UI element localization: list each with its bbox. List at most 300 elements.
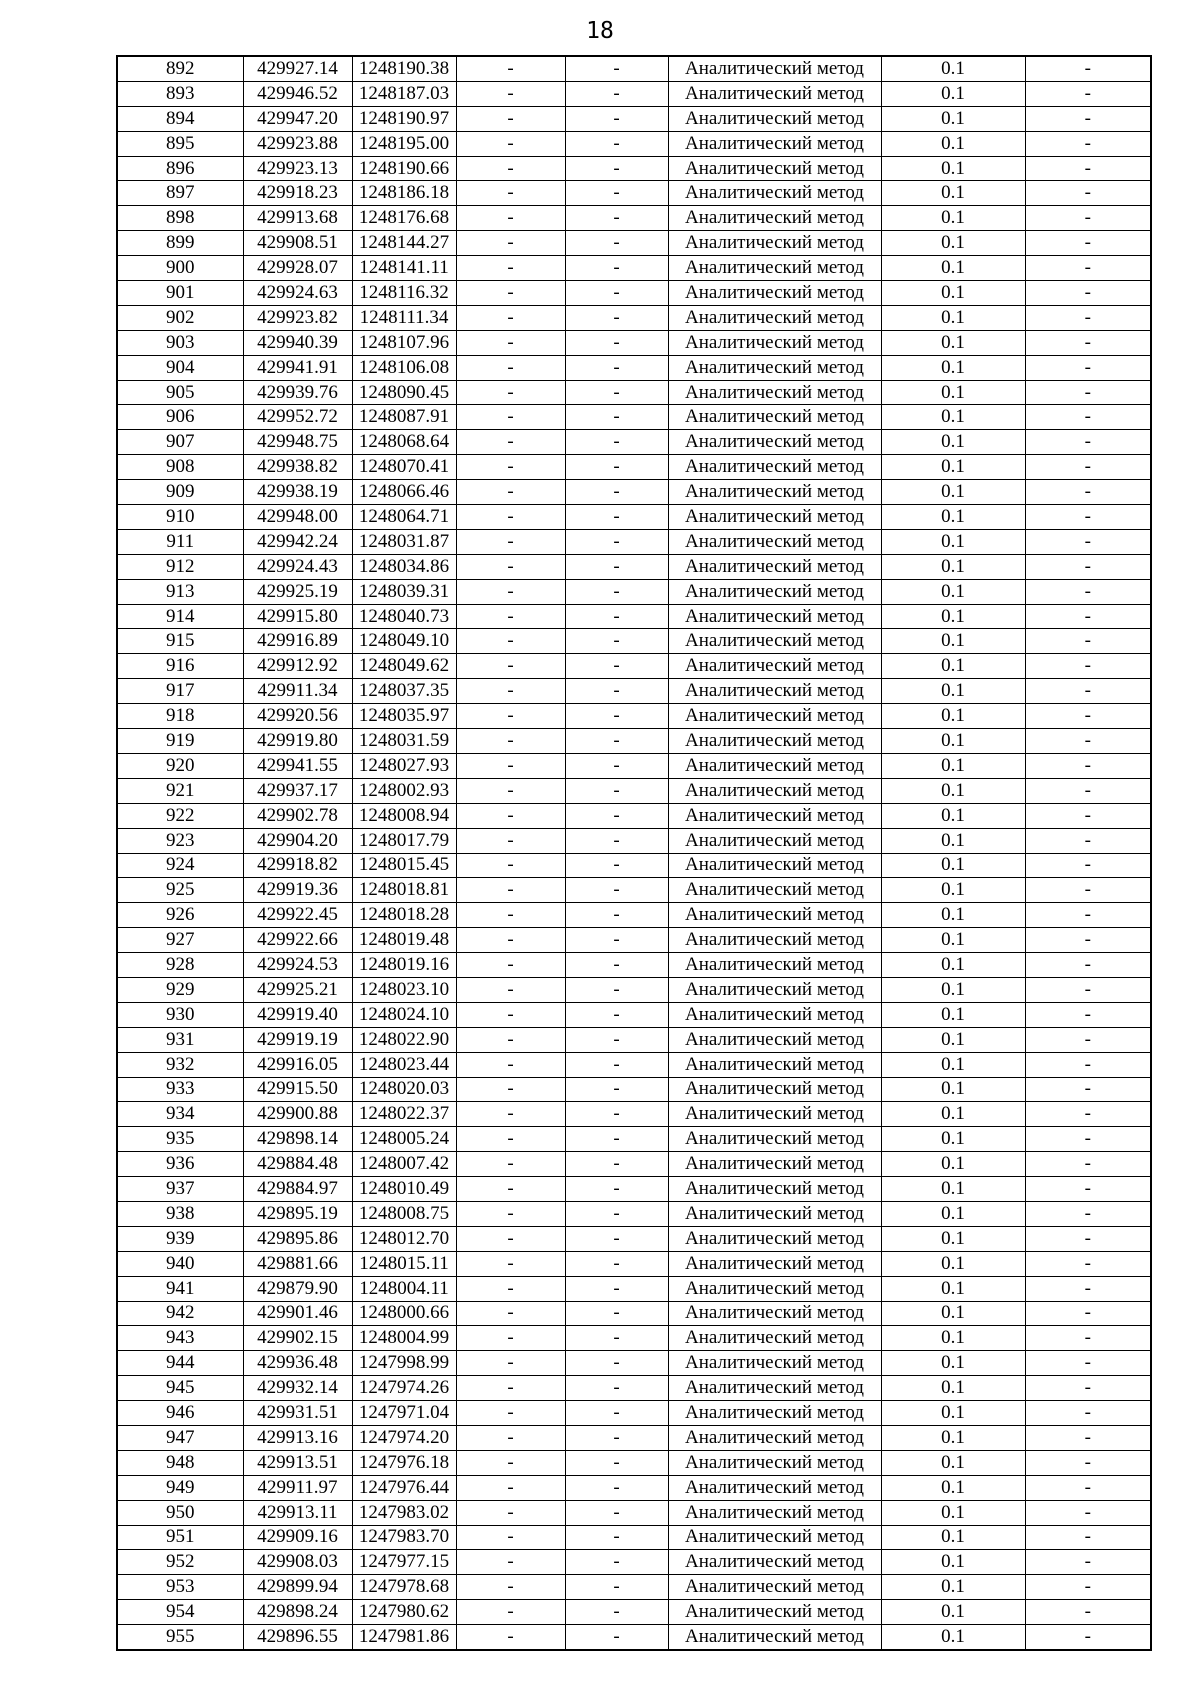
x-coordinate-cell: 429924.63 (243, 281, 352, 306)
empty-cell-2: - (565, 1102, 668, 1127)
table-row (117, 1600, 1151, 1625)
x-coordinate-cell: 429936.48 (243, 1351, 352, 1376)
empty-cell-3: - (1025, 828, 1151, 853)
empty-cell-1: - (456, 1276, 565, 1301)
y-coordinate-cell: 1248070.41 (352, 455, 456, 480)
table-row (117, 106, 1151, 131)
empty-cell-2: - (565, 355, 668, 380)
method-cell: Аналитический метод (668, 131, 881, 156)
empty-cell-3: - (1025, 1550, 1151, 1575)
x-coordinate-cell: 429911.34 (243, 679, 352, 704)
accuracy-cell: 0.1 (881, 853, 1025, 878)
method-cell: Аналитический метод (668, 106, 881, 131)
point-number-cell: 911 (117, 529, 243, 554)
accuracy-cell: 0.1 (881, 828, 1025, 853)
empty-cell-3: - (1025, 654, 1151, 679)
method-cell: Аналитический метод (668, 430, 881, 455)
empty-cell-1: - (456, 281, 565, 306)
empty-cell-1: - (456, 1152, 565, 1177)
empty-cell-2: - (565, 1376, 668, 1401)
accuracy-cell: 0.1 (881, 778, 1025, 803)
y-coordinate-cell: 1248004.99 (352, 1326, 456, 1351)
empty-cell-3: - (1025, 629, 1151, 654)
method-cell: Аналитический метод (668, 1475, 881, 1500)
accuracy-cell: 0.1 (881, 1500, 1025, 1525)
table-row (117, 903, 1151, 928)
empty-cell-3: - (1025, 81, 1151, 106)
y-coordinate-cell: 1248040.73 (352, 604, 456, 629)
method-cell: Аналитический метод (668, 729, 881, 754)
empty-cell-2: - (565, 729, 668, 754)
empty-cell-2: - (565, 81, 668, 106)
empty-cell-2: - (565, 1077, 668, 1102)
y-coordinate-cell: 1248141.11 (352, 256, 456, 281)
empty-cell-2: - (565, 878, 668, 903)
y-coordinate-cell: 1248064.71 (352, 505, 456, 530)
y-coordinate-cell: 1248176.68 (352, 206, 456, 231)
empty-cell-3: - (1025, 554, 1151, 579)
empty-cell-1: - (456, 1077, 565, 1102)
point-number-cell: 939 (117, 1226, 243, 1251)
empty-cell-1: - (456, 1500, 565, 1525)
point-number-cell: 913 (117, 579, 243, 604)
point-number-cell: 953 (117, 1575, 243, 1600)
table-row (117, 629, 1151, 654)
x-coordinate-cell: 429919.36 (243, 878, 352, 903)
empty-cell-3: - (1025, 1600, 1151, 1625)
accuracy-cell: 0.1 (881, 953, 1025, 978)
empty-cell-1: - (456, 778, 565, 803)
x-coordinate-cell: 429915.80 (243, 604, 352, 629)
point-number-cell: 955 (117, 1625, 243, 1650)
empty-cell-3: - (1025, 156, 1151, 181)
table-row (117, 953, 1151, 978)
table-row (117, 330, 1151, 355)
method-cell: Аналитический метод (668, 1301, 881, 1326)
x-coordinate-cell: 429916.05 (243, 1052, 352, 1077)
empty-cell-3: - (1025, 1401, 1151, 1426)
method-cell: Аналитический метод (668, 1575, 881, 1600)
empty-cell-2: - (565, 1500, 668, 1525)
empty-cell-3: - (1025, 977, 1151, 1002)
accuracy-cell: 0.1 (881, 679, 1025, 704)
x-coordinate-cell: 429912.92 (243, 654, 352, 679)
table-row (117, 305, 1151, 330)
empty-cell-2: - (565, 1127, 668, 1152)
table-row (117, 729, 1151, 754)
point-number-cell: 920 (117, 753, 243, 778)
empty-cell-3: - (1025, 903, 1151, 928)
point-number-cell: 912 (117, 554, 243, 579)
accuracy-cell: 0.1 (881, 1226, 1025, 1251)
empty-cell-3: - (1025, 1450, 1151, 1475)
empty-cell-1: - (456, 928, 565, 953)
table-row (117, 206, 1151, 231)
empty-cell-3: - (1025, 430, 1151, 455)
method-cell: Аналитический метод (668, 1351, 881, 1376)
method-cell: Аналитический метод (668, 1276, 881, 1301)
table-row (117, 679, 1151, 704)
x-coordinate-cell: 429908.51 (243, 231, 352, 256)
method-cell: Аналитический метод (668, 1550, 881, 1575)
empty-cell-2: - (565, 1401, 668, 1426)
empty-cell-1: - (456, 1425, 565, 1450)
empty-cell-2: - (565, 977, 668, 1002)
empty-cell-3: - (1025, 853, 1151, 878)
empty-cell-3: - (1025, 231, 1151, 256)
y-coordinate-cell: 1248031.87 (352, 529, 456, 554)
empty-cell-2: - (565, 1027, 668, 1052)
empty-cell-1: - (456, 131, 565, 156)
x-coordinate-cell: 429899.94 (243, 1575, 352, 1600)
table-row (117, 131, 1151, 156)
point-number-cell: 928 (117, 953, 243, 978)
method-cell: Аналитический метод (668, 878, 881, 903)
empty-cell-3: - (1025, 1052, 1151, 1077)
table-row (117, 81, 1151, 106)
empty-cell-1: - (456, 803, 565, 828)
y-coordinate-cell: 1248018.81 (352, 878, 456, 903)
table-body (117, 56, 1151, 1650)
x-coordinate-cell: 429895.19 (243, 1201, 352, 1226)
table-row (117, 1251, 1151, 1276)
point-number-cell: 919 (117, 729, 243, 754)
method-cell: Аналитический метод (668, 1525, 881, 1550)
empty-cell-3: - (1025, 604, 1151, 629)
method-cell: Аналитический метод (668, 679, 881, 704)
method-cell: Аналитический метод (668, 803, 881, 828)
empty-cell-1: - (456, 853, 565, 878)
empty-cell-3: - (1025, 1027, 1151, 1052)
x-coordinate-cell: 429923.13 (243, 156, 352, 181)
y-coordinate-cell: 1247978.68 (352, 1575, 456, 1600)
point-number-cell: 936 (117, 1152, 243, 1177)
table-row (117, 1152, 1151, 1177)
y-coordinate-cell: 1248107.96 (352, 330, 456, 355)
x-coordinate-cell: 429898.14 (243, 1127, 352, 1152)
x-coordinate-cell: 429881.66 (243, 1251, 352, 1276)
empty-cell-1: - (456, 81, 565, 106)
method-cell: Аналитический метод (668, 405, 881, 430)
x-coordinate-cell: 429902.78 (243, 803, 352, 828)
y-coordinate-cell: 1247983.02 (352, 1500, 456, 1525)
empty-cell-2: - (565, 156, 668, 181)
point-number-cell: 931 (117, 1027, 243, 1052)
point-number-cell: 909 (117, 480, 243, 505)
method-cell: Аналитический метод (668, 1625, 881, 1650)
point-number-cell: 951 (117, 1525, 243, 1550)
empty-cell-2: - (565, 256, 668, 281)
accuracy-cell: 0.1 (881, 505, 1025, 530)
x-coordinate-cell: 429941.91 (243, 355, 352, 380)
method-cell: Аналитический метод (668, 281, 881, 306)
empty-cell-2: - (565, 1425, 668, 1450)
point-number-cell: 940 (117, 1251, 243, 1276)
point-number-cell: 923 (117, 828, 243, 853)
empty-cell-2: - (565, 579, 668, 604)
empty-cell-2: - (565, 181, 668, 206)
method-cell: Аналитический метод (668, 1600, 881, 1625)
empty-cell-3: - (1025, 953, 1151, 978)
empty-cell-3: - (1025, 1177, 1151, 1202)
empty-cell-2: - (565, 1002, 668, 1027)
point-number-cell: 901 (117, 281, 243, 306)
point-number-cell: 929 (117, 977, 243, 1002)
empty-cell-2: - (565, 1301, 668, 1326)
accuracy-cell: 0.1 (881, 704, 1025, 729)
point-number-cell: 917 (117, 679, 243, 704)
accuracy-cell: 0.1 (881, 878, 1025, 903)
table-row (117, 156, 1151, 181)
method-cell: Аналитический метод (668, 1077, 881, 1102)
accuracy-cell: 0.1 (881, 1351, 1025, 1376)
method-cell: Аналитический метод (668, 1326, 881, 1351)
table-row (117, 1027, 1151, 1052)
point-number-cell: 941 (117, 1276, 243, 1301)
empty-cell-3: - (1025, 1077, 1151, 1102)
empty-cell-2: - (565, 1575, 668, 1600)
point-number-cell: 916 (117, 654, 243, 679)
y-coordinate-cell: 1248019.16 (352, 953, 456, 978)
table-row (117, 803, 1151, 828)
empty-cell-3: - (1025, 928, 1151, 953)
empty-cell-2: - (565, 778, 668, 803)
method-cell: Аналитический метод (668, 529, 881, 554)
empty-cell-2: - (565, 1276, 668, 1301)
empty-cell-3: - (1025, 380, 1151, 405)
empty-cell-1: - (456, 679, 565, 704)
point-number-cell: 896 (117, 156, 243, 181)
point-number-cell: 907 (117, 430, 243, 455)
empty-cell-3: - (1025, 1525, 1151, 1550)
x-coordinate-cell: 429939.76 (243, 380, 352, 405)
point-number-cell: 937 (117, 1177, 243, 1202)
empty-cell-1: - (456, 181, 565, 206)
x-coordinate-cell: 429924.43 (243, 554, 352, 579)
empty-cell-2: - (565, 679, 668, 704)
empty-cell-1: - (456, 505, 565, 530)
empty-cell-1: - (456, 1102, 565, 1127)
x-coordinate-cell: 429901.46 (243, 1301, 352, 1326)
x-coordinate-cell: 429908.03 (243, 1550, 352, 1575)
x-coordinate-cell: 429923.88 (243, 131, 352, 156)
accuracy-cell: 0.1 (881, 1475, 1025, 1500)
accuracy-cell: 0.1 (881, 1177, 1025, 1202)
empty-cell-1: - (456, 380, 565, 405)
y-coordinate-cell: 1247971.04 (352, 1401, 456, 1426)
empty-cell-3: - (1025, 56, 1151, 81)
empty-cell-2: - (565, 505, 668, 530)
x-coordinate-cell: 429884.48 (243, 1152, 352, 1177)
empty-cell-1: - (456, 529, 565, 554)
method-cell: Аналитический метод (668, 1201, 881, 1226)
empty-cell-3: - (1025, 729, 1151, 754)
y-coordinate-cell: 1248022.90 (352, 1027, 456, 1052)
empty-cell-3: - (1025, 181, 1151, 206)
point-number-cell: 893 (117, 81, 243, 106)
empty-cell-3: - (1025, 679, 1151, 704)
x-coordinate-cell: 429925.21 (243, 977, 352, 1002)
method-cell: Аналитический метод (668, 1251, 881, 1276)
accuracy-cell: 0.1 (881, 231, 1025, 256)
y-coordinate-cell: 1248000.66 (352, 1301, 456, 1326)
empty-cell-1: - (456, 1550, 565, 1575)
table-row (117, 828, 1151, 853)
empty-cell-2: - (565, 281, 668, 306)
y-coordinate-cell: 1248015.45 (352, 853, 456, 878)
point-number-cell: 908 (117, 455, 243, 480)
x-coordinate-cell: 429931.51 (243, 1401, 352, 1426)
x-coordinate-cell: 429915.50 (243, 1077, 352, 1102)
method-cell: Аналитический метод (668, 753, 881, 778)
accuracy-cell: 0.1 (881, 1625, 1025, 1650)
y-coordinate-cell: 1248049.10 (352, 629, 456, 654)
empty-cell-1: - (456, 1351, 565, 1376)
x-coordinate-cell: 429941.55 (243, 753, 352, 778)
empty-cell-1: - (456, 231, 565, 256)
x-coordinate-cell: 429911.97 (243, 1475, 352, 1500)
x-coordinate-cell: 429919.19 (243, 1027, 352, 1052)
accuracy-cell: 0.1 (881, 380, 1025, 405)
point-number-cell: 933 (117, 1077, 243, 1102)
y-coordinate-cell: 1248019.48 (352, 928, 456, 953)
table-row (117, 430, 1151, 455)
table-row (117, 1201, 1151, 1226)
x-coordinate-cell: 429920.56 (243, 704, 352, 729)
empty-cell-3: - (1025, 529, 1151, 554)
y-coordinate-cell: 1248022.37 (352, 1102, 456, 1127)
accuracy-cell: 0.1 (881, 455, 1025, 480)
table-row (117, 554, 1151, 579)
empty-cell-1: - (456, 629, 565, 654)
empty-cell-1: - (456, 704, 565, 729)
empty-cell-3: - (1025, 1102, 1151, 1127)
empty-cell-3: - (1025, 1376, 1151, 1401)
point-number-cell: 924 (117, 853, 243, 878)
empty-cell-1: - (456, 1600, 565, 1625)
empty-cell-1: - (456, 729, 565, 754)
empty-cell-1: - (456, 1177, 565, 1202)
empty-cell-1: - (456, 330, 565, 355)
coordinates-table (116, 55, 1152, 1651)
point-number-cell: 943 (117, 1326, 243, 1351)
y-coordinate-cell: 1247976.18 (352, 1450, 456, 1475)
accuracy-cell: 0.1 (881, 1525, 1025, 1550)
method-cell: Аналитический метод (668, 1152, 881, 1177)
x-coordinate-cell: 429922.45 (243, 903, 352, 928)
empty-cell-2: - (565, 604, 668, 629)
y-coordinate-cell: 1248116.32 (352, 281, 456, 306)
accuracy-cell: 0.1 (881, 1276, 1025, 1301)
method-cell: Аналитический метод (668, 1002, 881, 1027)
empty-cell-1: - (456, 1475, 565, 1500)
y-coordinate-cell: 1248002.93 (352, 778, 456, 803)
table-row (117, 1052, 1151, 1077)
point-number-cell: 934 (117, 1102, 243, 1127)
empty-cell-2: - (565, 1052, 668, 1077)
method-cell: Аналитический метод (668, 778, 881, 803)
accuracy-cell: 0.1 (881, 1102, 1025, 1127)
table-row (117, 355, 1151, 380)
x-coordinate-cell: 429928.07 (243, 256, 352, 281)
accuracy-cell: 0.1 (881, 1550, 1025, 1575)
y-coordinate-cell: 1248010.49 (352, 1177, 456, 1202)
y-coordinate-cell: 1248195.00 (352, 131, 456, 156)
y-coordinate-cell: 1248144.27 (352, 231, 456, 256)
accuracy-cell: 0.1 (881, 330, 1025, 355)
accuracy-cell: 0.1 (881, 1450, 1025, 1475)
method-cell: Аналитический метод (668, 953, 881, 978)
x-coordinate-cell: 429913.68 (243, 206, 352, 231)
accuracy-cell: 0.1 (881, 1002, 1025, 1027)
empty-cell-3: - (1025, 1351, 1151, 1376)
point-number-cell: 938 (117, 1201, 243, 1226)
method-cell: Аналитический метод (668, 330, 881, 355)
x-coordinate-cell: 429900.88 (243, 1102, 352, 1127)
empty-cell-3: - (1025, 1127, 1151, 1152)
x-coordinate-cell: 429925.19 (243, 579, 352, 604)
y-coordinate-cell: 1248024.10 (352, 1002, 456, 1027)
empty-cell-2: - (565, 1625, 668, 1650)
empty-cell-1: - (456, 1251, 565, 1276)
empty-cell-2: - (565, 903, 668, 928)
point-number-cell: 952 (117, 1550, 243, 1575)
accuracy-cell: 0.1 (881, 604, 1025, 629)
empty-cell-2: - (565, 405, 668, 430)
empty-cell-3: - (1025, 256, 1151, 281)
empty-cell-2: - (565, 131, 668, 156)
y-coordinate-cell: 1248007.42 (352, 1152, 456, 1177)
table-row (117, 380, 1151, 405)
empty-cell-1: - (456, 828, 565, 853)
empty-cell-3: - (1025, 405, 1151, 430)
y-coordinate-cell: 1248008.94 (352, 803, 456, 828)
x-coordinate-cell: 429913.11 (243, 1500, 352, 1525)
table-row (117, 1425, 1151, 1450)
y-coordinate-cell: 1247981.86 (352, 1625, 456, 1650)
method-cell: Аналитический метод (668, 480, 881, 505)
empty-cell-1: - (456, 753, 565, 778)
point-number-cell: 898 (117, 206, 243, 231)
empty-cell-1: - (456, 1027, 565, 1052)
accuracy-cell: 0.1 (881, 81, 1025, 106)
table-row (117, 579, 1151, 604)
y-coordinate-cell: 1247980.62 (352, 1600, 456, 1625)
y-coordinate-cell: 1248049.62 (352, 654, 456, 679)
empty-cell-2: - (565, 455, 668, 480)
empty-cell-2: - (565, 1152, 668, 1177)
point-number-cell: 918 (117, 704, 243, 729)
empty-cell-2: - (565, 654, 668, 679)
y-coordinate-cell: 1248039.31 (352, 579, 456, 604)
method-cell: Аналитический метод (668, 256, 881, 281)
point-number-cell: 925 (117, 878, 243, 903)
empty-cell-3: - (1025, 753, 1151, 778)
y-coordinate-cell: 1248034.86 (352, 554, 456, 579)
empty-cell-3: - (1025, 505, 1151, 530)
x-coordinate-cell: 429937.17 (243, 778, 352, 803)
y-coordinate-cell: 1248186.18 (352, 181, 456, 206)
x-coordinate-cell: 429948.00 (243, 505, 352, 530)
empty-cell-1: - (456, 1301, 565, 1326)
x-coordinate-cell: 429913.51 (243, 1450, 352, 1475)
empty-cell-1: - (456, 206, 565, 231)
y-coordinate-cell: 1248008.75 (352, 1201, 456, 1226)
table-row (117, 654, 1151, 679)
empty-cell-1: - (456, 305, 565, 330)
accuracy-cell: 0.1 (881, 554, 1025, 579)
table-row (117, 256, 1151, 281)
